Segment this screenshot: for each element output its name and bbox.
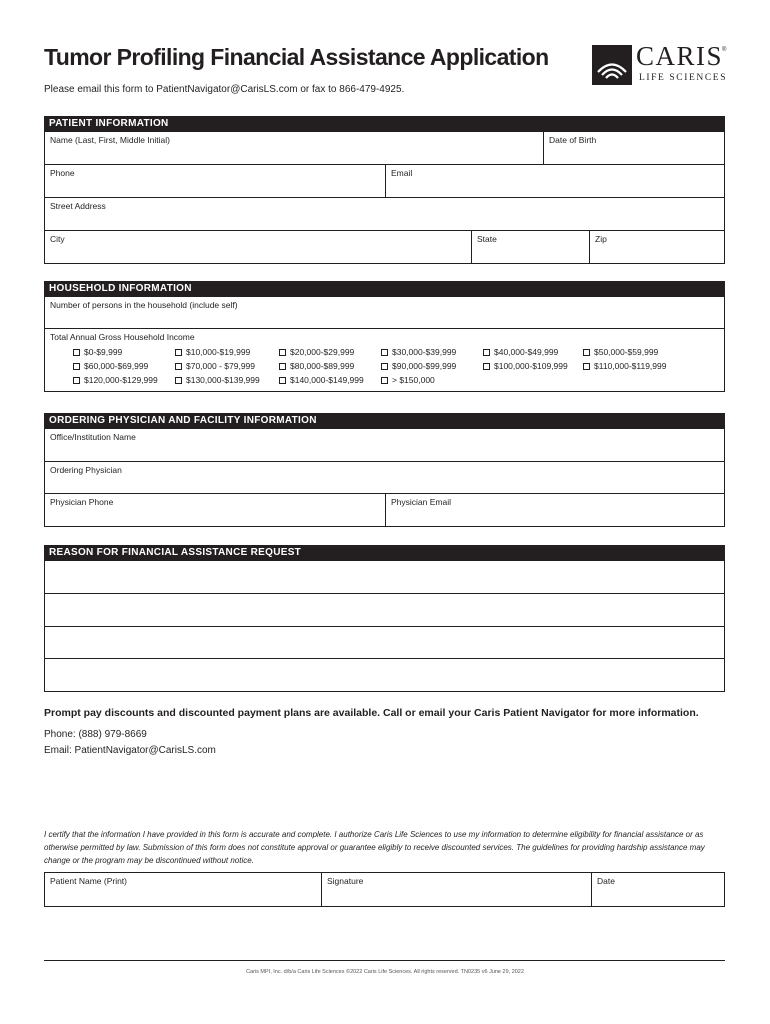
section-heading: REASON FOR FINANCIAL ASSISTANCE REQUEST (44, 545, 725, 561)
navigator-email: Email: PatientNavigator@CarisLS.com (44, 745, 216, 756)
income-option[interactable]: $80,000-$89,999 (279, 361, 354, 371)
caris-arc-icon (592, 45, 632, 85)
section-heading: ORDERING PHYSICIAN AND FACILITY INFORMATION (44, 413, 725, 429)
date-field[interactable] (591, 873, 724, 906)
checkbox[interactable] (73, 349, 80, 356)
footer-divider (44, 960, 725, 961)
checkbox[interactable] (175, 377, 182, 384)
reason-line[interactable] (45, 561, 724, 594)
income-option[interactable]: $120,000-$129,999 (73, 375, 158, 385)
income-option[interactable]: $140,000-$149,999 (279, 375, 364, 385)
household-size-field[interactable] (45, 297, 724, 328)
signature-field[interactable] (321, 873, 591, 906)
reason-line[interactable] (45, 594, 724, 627)
state-field[interactable] (471, 231, 589, 263)
income-option[interactable]: $20,000-$29,999 (279, 347, 354, 357)
office-institution-field[interactable] (45, 429, 724, 461)
field-label: Physician Email (391, 497, 451, 507)
field-label: Date of Birth (549, 135, 597, 145)
field-label: Number of persons in the household (include self) (50, 300, 238, 310)
income-option[interactable]: $130,000-$139,999 (175, 375, 260, 385)
date-of-birth-field[interactable] (543, 132, 724, 164)
income-option[interactable]: $50,000-$59,999 (583, 347, 658, 357)
logo-tagline: LIFE SCIENCES (639, 73, 728, 83)
patient-name-print-field[interactable] (45, 873, 321, 906)
field-label: Street Address (50, 201, 106, 211)
physician-email-field[interactable] (385, 494, 724, 526)
patient-information-section (44, 116, 725, 264)
checkbox[interactable] (381, 363, 388, 370)
signature-section (44, 872, 725, 907)
logo-wordmark: CARIS (636, 41, 724, 71)
zip-field[interactable] (589, 231, 724, 263)
field-label: Date (597, 876, 615, 886)
ordering-physician-field[interactable] (45, 462, 724, 493)
income-option[interactable]: $110,000-$119,999 (583, 361, 666, 371)
checkbox[interactable] (73, 377, 80, 384)
income-option[interactable]: $40,000-$49,999 (483, 347, 558, 357)
section-heading: HOUSEHOLD INFORMATION (44, 281, 725, 297)
certification-text: I certify that the information I have provided in this form is accurate and complete. I authorize Caris Life Sciences to use my information to determine eligibility for financial assistance or as otherwise permitted by law. Submission of this form does not constitute approval or guarantee eligibly to receive discounted services. The guidelines for providing hardship assistance may change or the program may be discontinued without notice. (44, 830, 705, 865)
income-option[interactable]: $90,000-$99,999 (381, 361, 456, 371)
field-label: State (477, 234, 497, 244)
checkbox[interactable] (583, 363, 590, 370)
checkbox[interactable] (381, 349, 388, 356)
checkbox[interactable] (483, 349, 490, 356)
field-label: Name (Last, First, Middle Initial) (50, 135, 170, 145)
field-label: Zip (595, 234, 607, 244)
street-address-field[interactable] (45, 198, 724, 230)
patient-email-field[interactable] (385, 165, 724, 197)
checkbox[interactable] (483, 363, 490, 370)
field-label: Email (391, 168, 413, 178)
field-label: Signature (327, 876, 364, 886)
field-label: Patient Name (Print) (50, 876, 127, 886)
field-label: Phone (50, 168, 75, 178)
discount-notice: Prompt pay discounts and discounted payment plans are available. Call or email your Caris Patient Navigator for more information. (44, 707, 699, 719)
reason-line[interactable] (45, 659, 724, 691)
patient-phone-field[interactable] (45, 165, 385, 197)
physician-phone-field[interactable] (45, 494, 385, 526)
caris-logo (592, 41, 728, 88)
checkbox[interactable] (279, 377, 286, 384)
field-label: Ordering Physician (50, 465, 122, 475)
income-option[interactable]: $0-$9,999 (73, 347, 122, 357)
field-label: Physician Phone (50, 497, 114, 507)
income-row (45, 329, 724, 391)
page-title: Tumor Profiling Financial Assistance Application (44, 44, 549, 70)
checkbox[interactable] (175, 349, 182, 356)
city-field[interactable] (45, 231, 471, 263)
page-subtitle: Please email this form to PatientNavigator@CarisLS.com or fax to 866-479-4925. (44, 84, 405, 95)
checkbox[interactable] (73, 363, 80, 370)
checkbox[interactable] (381, 377, 388, 384)
income-option[interactable]: $10,000-$19,999 (175, 347, 250, 357)
income-option[interactable]: > $150,000 (381, 375, 435, 385)
field-label: Total Annual Gross Household Income (50, 332, 195, 342)
household-information-section (44, 281, 725, 392)
checkbox[interactable] (583, 349, 590, 356)
reason-textarea[interactable] (44, 561, 725, 692)
footer-text: Caris MPI, Inc. d/b/a Caris Life Sciences ©2022 Caris Life Sciences. All rights reserved. TN0235 v6 June 29, 2022 (246, 969, 524, 975)
section-heading: PATIENT INFORMATION (44, 116, 725, 132)
income-option[interactable]: $70,000 - $79,999 (175, 361, 255, 371)
checkbox[interactable] (175, 363, 182, 370)
logo-trademark: ® (722, 47, 727, 53)
checkbox[interactable] (279, 349, 286, 356)
reason-section (44, 545, 725, 692)
income-option[interactable]: $30,000-$39,999 (381, 347, 456, 357)
field-label: City (50, 234, 65, 244)
field-label: Office/Institution Name (50, 432, 136, 442)
navigator-phone: Phone: (888) 979-8669 (44, 729, 147, 740)
physician-information-section (44, 413, 725, 527)
income-option[interactable]: $100,000-$109,999 (483, 361, 568, 371)
patient-name-field[interactable] (45, 132, 543, 164)
checkbox[interactable] (279, 363, 286, 370)
reason-line[interactable] (45, 627, 724, 659)
income-option[interactable]: $60,000-$69,999 (73, 361, 148, 371)
